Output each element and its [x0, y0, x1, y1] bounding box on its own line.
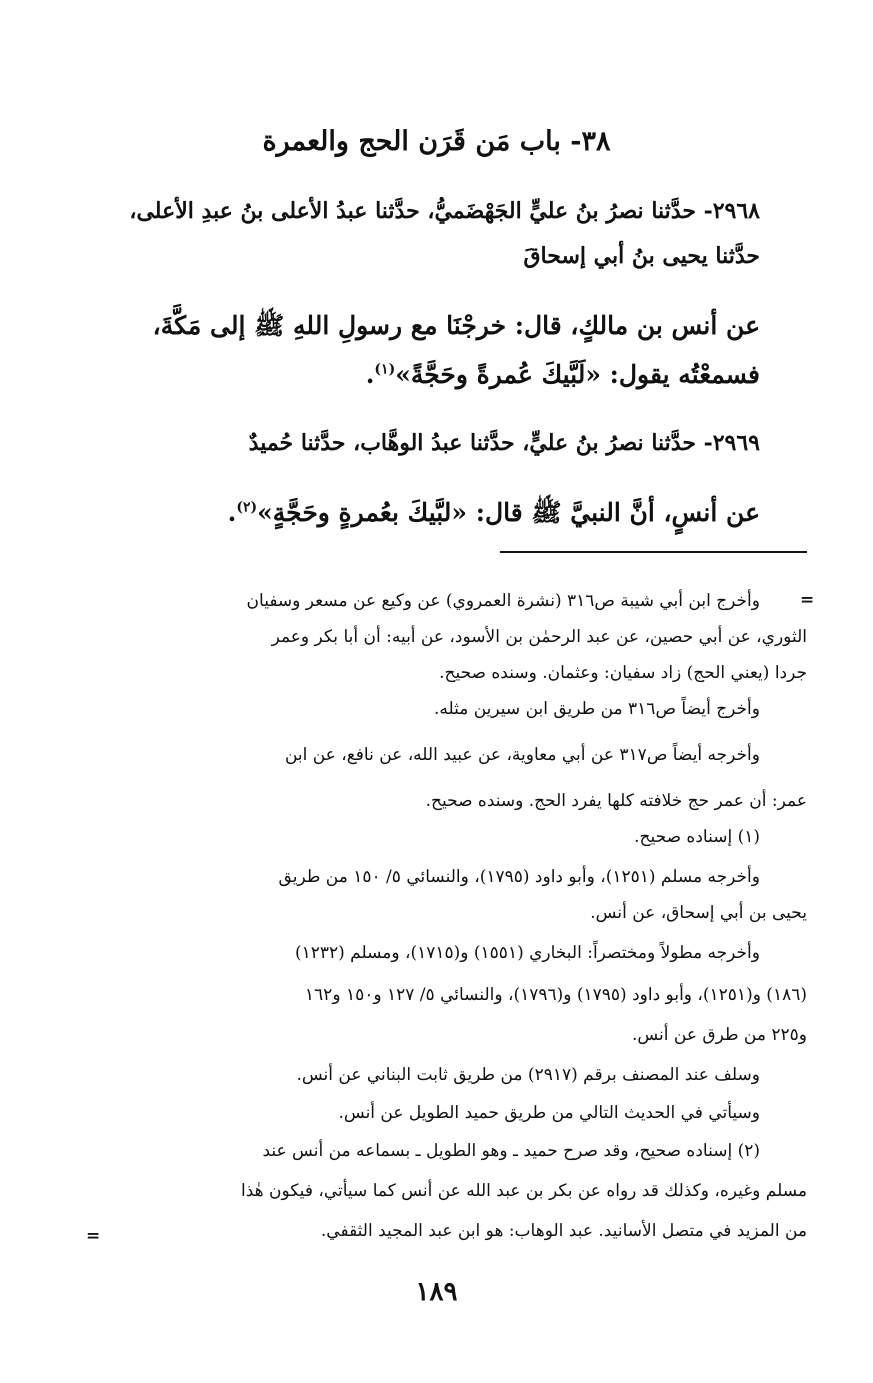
footnote-line-8: وأخرجه مسلم (١٢٥١)، وأبو داود (١٧٩٥)، والنسائي ٥/ ١٥٠ من طريق — [278, 867, 760, 887]
footnote-line-1: وأخرج ابن أبي شيبة ص٣١٦ (نشرة العمروي) عن وكيع عن مسعر وسفيان — [246, 591, 760, 611]
footnote-line-12: و٢٢٥ من طرق عن أنس. — [631, 1025, 807, 1045]
footnote-line-14: وسيأتي في الحديث التالي من طريق حميد الطويل عن أنس. — [338, 1103, 760, 1123]
footnote-ref-1: (١) — [374, 361, 396, 378]
chapter-title: ٣٨- باب مَن قَرَن الحج والعمرة — [262, 126, 611, 157]
footnote-line-9: يحيى بن أبي إسحاق، عن أنس. — [590, 903, 807, 923]
footnote-line-11: (١٨٦) و(١٢٥١)، وأبو داود (١٧٩٥) و(١٧٩٦)، والنسائي ٥/ ١٢٧ و١٥٠ و١٦٢ — [304, 985, 807, 1005]
hadith-2-matn-text: عن أنسٍ، أنَّ النبيَّ ﷺ قال: «لبَّيكَ بعُمرةٍ وحَجَّةٍ» — [257, 498, 760, 527]
footnote-line-3: جردا (يعني الحج) زاد سفيان: وعثمان. وسنده صحيح. — [439, 663, 807, 683]
footnote-ref-2: (٢) — [236, 499, 258, 516]
hadith-2-matn-line-1: عن أنسٍ، أنَّ النبيَّ ﷺ قال: «لبَّيكَ بعُمرةٍ وحَجَّةٍ»$^{(٢)}$. — [227, 498, 760, 527]
footnote-line-6: عمر: أن عمر حج خلافته كلها يفرد الحج. وسنده صحيح. — [425, 791, 807, 811]
footnote-line-2: الثوري، عن أبي حصين، عن عبد الرحمٰن بن الأسود، عن أبيه: أن أبا بكر وعمر — [271, 627, 807, 647]
hadith-2-sanad-line-1: ٢٩٦٩- حدَّثنا نصرُ بنُ عليٍّ، حدَّثنا عبدُ الوهَّاب، حدَّثنا حُميدٌ — [248, 430, 760, 456]
footnote-line-5: وأخرجه أيضاً ص٣١٧ عن أبي معاوية، عن عبيد الله، عن نافع، عن ابن — [284, 745, 760, 765]
hadith-1-sanad-line-1: ٢٩٦٨- حدَّثنا نصرُ بنُ عليٍّ الجَهْضَميُّ، حدَّثنا عبدُ الأعلى بنُ عبدِ الأعلى، — [129, 198, 760, 224]
footnote-line-4: وأخرج أيضاً ص٣١٦ من طريق ابن سيرين مثله. — [433, 699, 760, 719]
footnote-line-16: مسلم وغيره، وكذلك قد رواه عن بكر بن عبد الله عن أنس كما سيأتي، فيكون هٰذا — [241, 1181, 807, 1201]
hadith-1-matn-line-1: عن أنس بن مالكٍ، قال: خرجْنَا مع رسولِ اللهِ ﷺ إلى مَكَّةَ، — [152, 311, 760, 340]
footnote-1-start: (١) إسناده صحيح. — [634, 827, 760, 847]
hadith-1-matn-line-2: فسمعْتُه يقول: «لَبَّيكَ عُمرةً وحَجَّةً»$^{(١)}$. — [365, 360, 760, 389]
hadith-1-matn-text: فسمعْتُه يقول: «لَبَّيكَ عُمرةً وحَجَّةً» — [395, 360, 760, 389]
footnote-line-10: وأخرجه مطولاً ومختصراً: البخاري (١٥٥١) و(١٧١٥)، ومسلم (١٢٣٢) — [294, 943, 760, 963]
footnote-2-start: (٢) إسناده صحيح، وقد صرح حميد ـ وهو الطويل ـ بسماعه من أنس عند — [262, 1141, 760, 1161]
page-number: ١٨٩ — [415, 1277, 458, 1307]
footnote-line-13: وسلف عند المصنف برقم (٢٩١٧) من طريق ثابت البناني عن أنس. — [296, 1065, 760, 1085]
footnote-separator — [500, 551, 807, 553]
hadith-1-sanad-line-2: حدَّثنا يحيى بنُ أبي إسحاقَ — [523, 243, 760, 269]
footnote-continued-bottom: = — [86, 1226, 101, 1246]
footnote-continued-top: = — [800, 590, 815, 610]
footnote-line-17: من المزيد في متصل الأسانيد. عبد الوهاب: هو ابن عبد المجيد الثقفي. — [320, 1221, 807, 1241]
